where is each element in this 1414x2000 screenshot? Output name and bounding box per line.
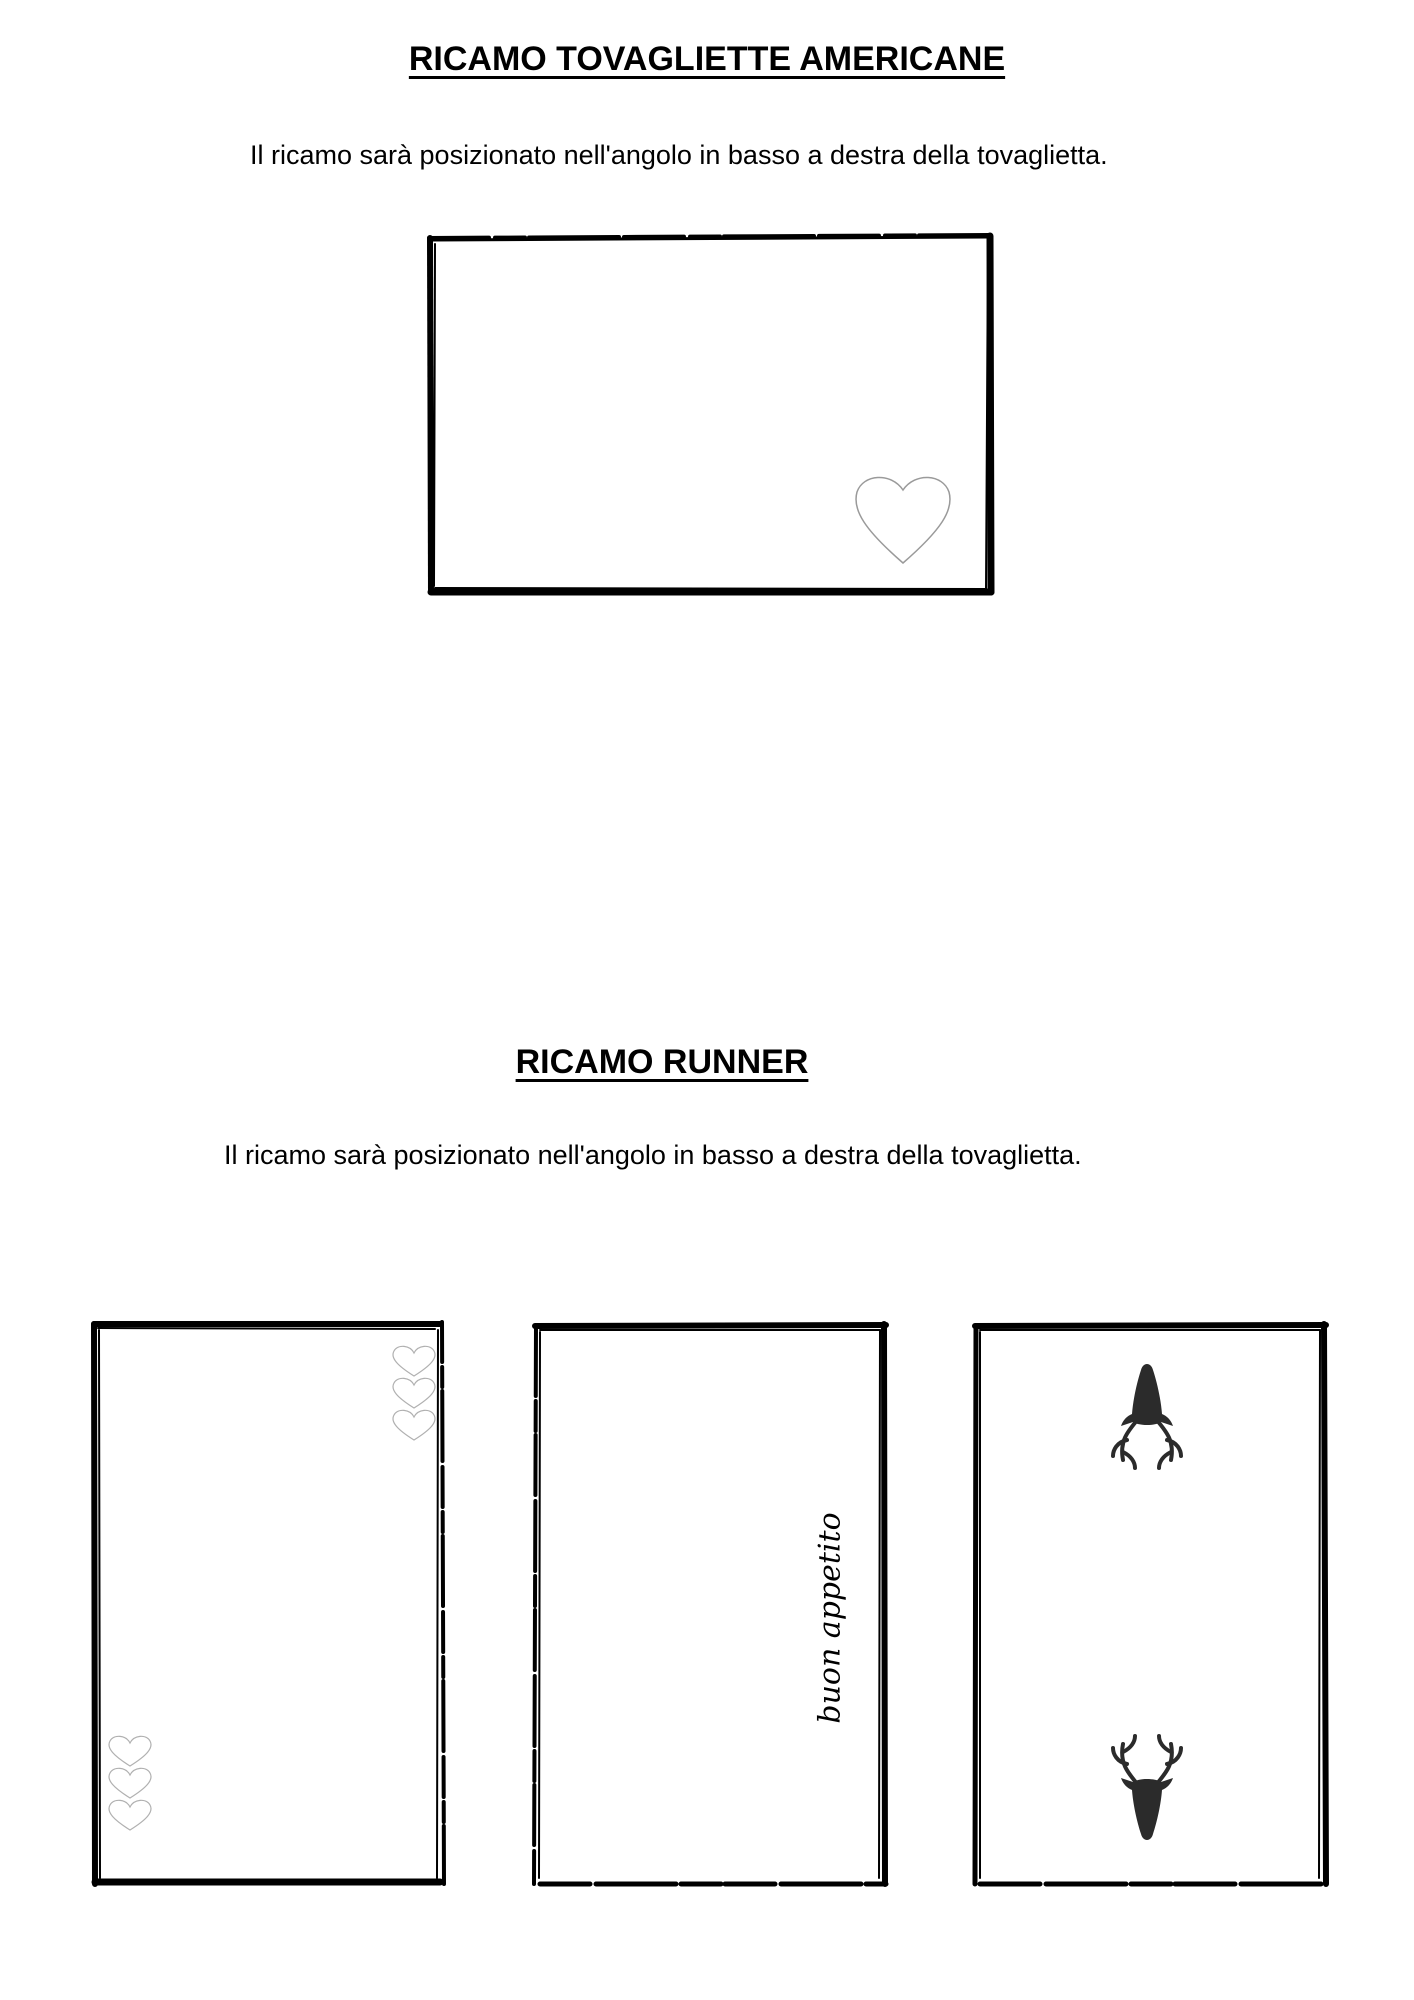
deer-head-bottom-icon [1113, 1736, 1181, 1840]
buon-appetito-text: buon appetito [812, 1512, 848, 1724]
runner-option-hearts [90, 1318, 455, 1888]
placemat-diagram [425, 230, 995, 600]
runner-option-deer [970, 1318, 1335, 1888]
three-hearts-top-icon [393, 1346, 435, 1440]
deer-head-top-icon [1113, 1364, 1181, 1468]
placemat-description: Il ricamo sarà posizionato nell'angolo in basso a destra della tovaglietta. [250, 140, 1108, 170]
runner-section-title: RICAMO RUNNER [515, 1043, 809, 1081]
heart-outline-icon [856, 477, 950, 563]
three-hearts-bottom-icon [109, 1736, 151, 1830]
runner-description: Il ricamo sarà posizionato nell'angolo in basso a destra della tovaglietta. [224, 1140, 1082, 1170]
placemat-section-title: RICAMO TOVAGLIETTE AMERICANE [408, 40, 1006, 78]
